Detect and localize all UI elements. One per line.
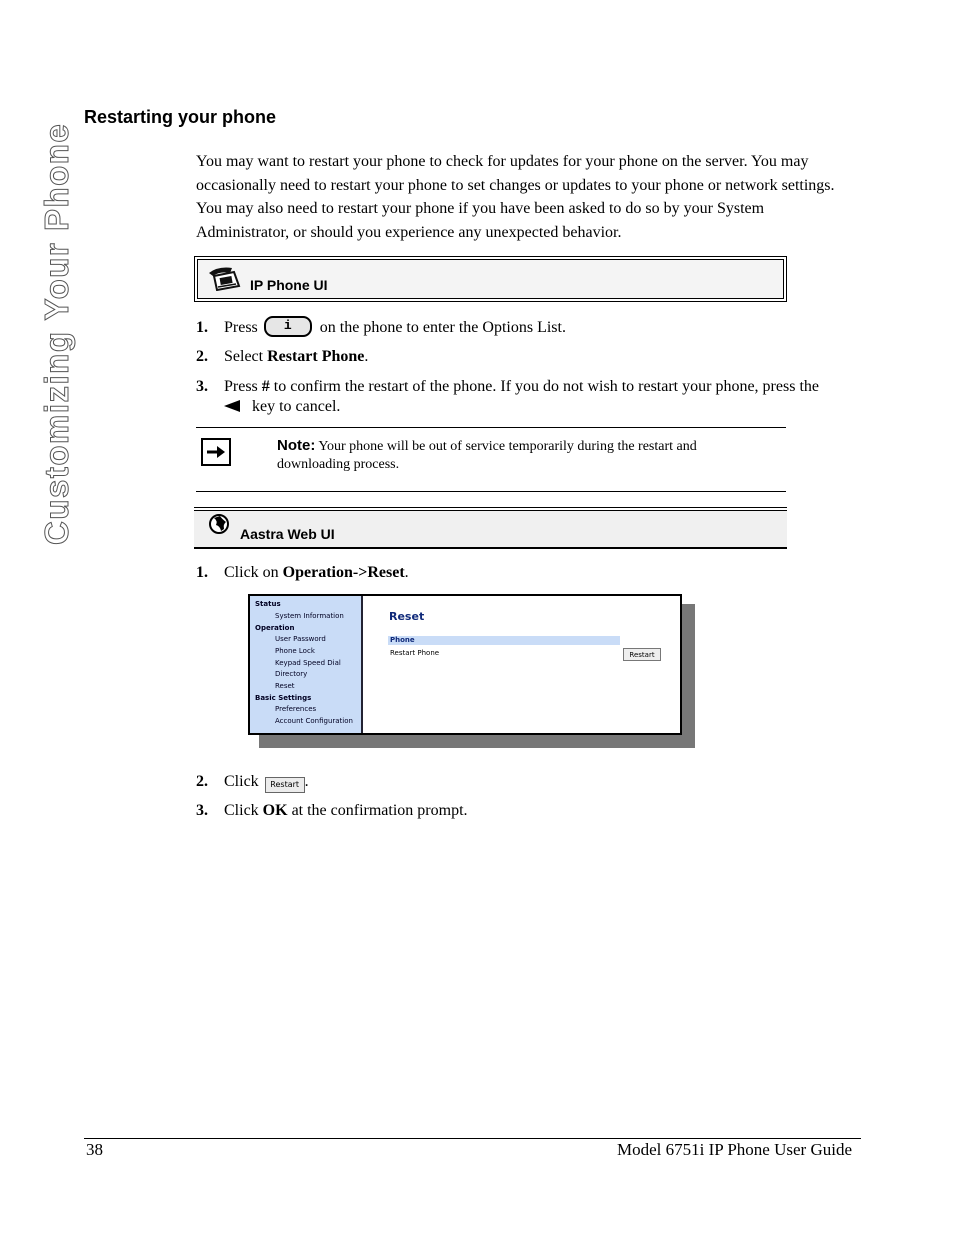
web-ui-screenshot: [248, 594, 682, 735]
nav-phone-lock[interactable]: Phone Lock: [275, 647, 315, 655]
globe-icon: [208, 513, 230, 540]
reset-page-title: Reset: [389, 610, 425, 623]
intro-paragraph: You may want to restart your phone to check for updates for your phone on the server. You may occasionally need to restart your phone to set changes or updates to your phone or network settings. You may also need to restart your phone if you have been asked to do so by your System Administrator, or should you experience any unexpected behavior.: [196, 153, 835, 241]
nav-system-information[interactable]: System Information: [275, 612, 344, 620]
web-step-1: 1. Click on Operation->Reset.: [196, 564, 409, 581]
restart-phone-label: Restart Phone: [390, 649, 440, 657]
nav-status[interactable]: Status: [255, 600, 281, 608]
section-heading: Restarting your phone: [84, 107, 277, 127]
note-bottom-rule: [196, 491, 786, 492]
options-key-icon: i: [264, 316, 312, 337]
nav-reset[interactable]: Reset: [275, 682, 295, 690]
ip-phone-ui-label: IP Phone UI: [250, 277, 328, 293]
inline-restart-button: Restart: [265, 777, 305, 793]
restart-button[interactable]: Restart: [623, 648, 661, 661]
note-top-rule: [196, 427, 786, 428]
phone-icon: [206, 265, 242, 296]
page-number: 38: [86, 1140, 103, 1159]
guide-title: Model 6751i IP Phone User Guide: [617, 1140, 852, 1159]
nav-account-configuration[interactable]: Account Configuration: [275, 717, 353, 725]
nav-directory[interactable]: Directory: [275, 670, 308, 678]
ip-step-1: 1. Press i on the phone to enter the Options List.: [196, 318, 566, 337]
ip-phone-ui-banner: [194, 256, 787, 302]
arrow-right-icon: [201, 438, 231, 466]
nav-basic-settings[interactable]: Basic Settings: [255, 694, 312, 702]
note-text: Your phone will be out of service temporarily during the restart and downloading process.: [277, 439, 697, 472]
web-step-3: 3. Click OK at the confirmation prompt.: [196, 802, 468, 819]
ip-step-2: 2. Select Restart Phone.: [196, 348, 369, 365]
nav-operation[interactable]: Operation: [255, 624, 295, 632]
chapter-side-title: Customizing Your Phone: [38, 122, 75, 545]
web-ui-nav: [250, 596, 363, 733]
aastra-web-ui-label: Aastra Web UI: [240, 526, 335, 542]
aastra-web-ui-banner: [194, 507, 787, 549]
note-label: Note:: [277, 437, 316, 454]
left-arrow-key-icon: [224, 400, 240, 412]
phone-section-header: Phone: [388, 636, 620, 645]
web-step-2: 2. Click Restart .: [196, 772, 309, 792]
note-block: [277, 437, 767, 474]
nav-preferences[interactable]: Preferences: [275, 705, 317, 713]
footer-rule: [84, 1138, 861, 1139]
nav-user-password[interactable]: User Password: [275, 635, 326, 643]
ip-step-3: 3. Press # to confirm the restart of the phone. If you do not wish to restart your phone, press the key to cancel.: [196, 378, 819, 415]
nav-keypad-speed-dial[interactable]: Keypad Speed Dial: [275, 659, 341, 667]
